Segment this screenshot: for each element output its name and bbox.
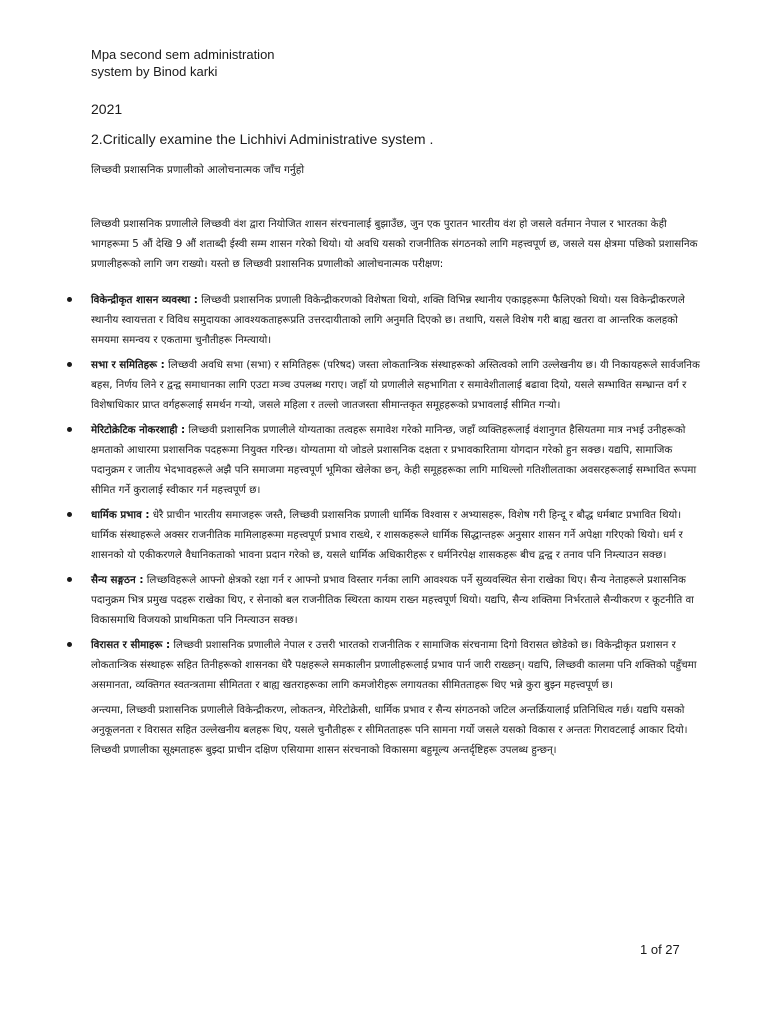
- bullet-heading: सैन्य सङ्गठन :: [91, 574, 144, 586]
- year: 2021: [91, 101, 123, 117]
- bullet-heading: मेरिटोक्रेटिक नोकरशाही :: [91, 424, 186, 436]
- conclusion-paragraph: अन्त्यमा, लिच्छवी प्रशासनिक प्रणालीले विकेन्द्रीकरण, लोकतन्त्र, मेरिटोक्रेसी, धार्मिक प्रभाव र सैन्य संगठनको जटिल अन्तर्क्रियालाई प्रतिनिधित्व गर्छ। यद्यपि यसको अनुकूलनता र विरासत सहित उल्लेखनीय बलहरू थिए, यसले चुनौतीहरू र सीमितताहरू पनि सामना गर्यो जसले यसको विकास र अन्ततः गिरावटलाई आकार दियो। लिच्छवी प्रणालीका सूक्ष्मताहरू बुझ्दा प्राचीन दक्षिण एसियामा शासन संरचनाको विकासमा बहुमूल्य अन्तर्दृष्टिहरू उपलब्ध हुन्छन्।: [91, 704, 688, 756]
- bullet-heading: विकेन्द्रीकृत शासन व्यवस्था :: [91, 294, 198, 306]
- header-line-1: Mpa second sem administration: [91, 47, 275, 62]
- bullet-text: लिच्छवी प्रशासनिक प्रणाली विकेन्द्रीकरणको विशेषता थियो, शक्ति विभिन्न स्थानीय एकाइहरूमा फैलिएको थियो। यस विकेन्द्रीकरणले स्थानीय स्वायत्तता र विविध समुदायका आवश्यकताहरूप्रति उत्तरदायीताको लागि अनुमति दिएको छ। तथापि, यसले विशेष गरी बाह्य खतरा वा आन्तरिक कलहको समयमा समन्वय र एकतामा चुनौतीहरू निम्त्यायो।: [91, 294, 685, 346]
- bullet-text: लिच्छवी प्रशासनिक प्रणालीले योग्यताका तत्वहरू समावेश गरेको मानिन्छ, जहाँ व्यक्तिहरूलाई वंशानुगत हैसियतमा मात्र नभई उनीहरूको क्षमताको आधारमा प्रशासनिक पदहरूमा नियुक्त गरिन्छ। योग्यतामा यो जोडले प्रशासनिक दक्षता र प्रभावकारितामा योगदान गरेको हुन सक्छ। यद्यपि, सामाजिक पदानुक्रम र जातीय भेदभावहरूले अझै पनि समाजमा महत्त्वपूर्ण भूमिका खेलेका छन्, केही समूहहरूका लागि माथिल्लो गतिशीलताका अवसरहरूलाई सम्भावित रूपमा सीमित गर्ने कुरालाई स्वीकार गर्न महत्त्वपूर्ण छ।: [91, 424, 697, 496]
- document-body: [91, 214, 707, 760]
- document-header: [91, 46, 275, 80]
- bullet-icon: [67, 427, 72, 432]
- question-title: 2.Critically examine the Lichhivi Administrative system .: [91, 131, 434, 147]
- bullet-heading: धार्मिक प्रभाव :: [91, 509, 150, 521]
- list-item: [91, 570, 707, 630]
- bullet-text: लिच्छवी अवधि सभा (सभा) र समितिहरू (परिषद) जस्ता लोकतान्त्रिक संस्थाहरूको अस्तित्वको लागि उल्लेखनीय छ। यी निकायहरूले सार्वजनिक बहस, निर्णय लिने र द्वन्द्व समाधानका लागि एउटा मञ्च उपलब्ध गराए। जहाँ यो प्रणालीले सहभागिता र समावेशीतालाई बढावा दियो, यसले सम्भावित सम्भ्रान्त वर्ग र विशेषाधिकार प्राप्त वर्गहरूलाई समर्थन गऱ्यो, जसले महिला र तल्लो जातजस्ता सीमान्तकृत समूहहरूको प्रभावलाई सीमित गऱ्यो।: [91, 359, 700, 411]
- list-item: [91, 635, 707, 695]
- question-subtitle-nepali: लिच्छवी प्रशासनिक प्रणालीको आलोचनात्मक जाँच गर्नुहो: [91, 164, 305, 176]
- bullet-icon: [67, 297, 72, 302]
- bullet-icon: [67, 362, 72, 367]
- bullet-icon: [67, 577, 72, 582]
- bullet-text: लिच्छवी प्रशासनिक प्रणालीले नेपाल र उत्तरी भारतको राजनीतिक र सामाजिक संरचनामा दिगो विरासत छोडेको छ। विकेन्द्रीकृत प्रशासन र लोकतान्त्रिक संस्थाहरू सहित तिनीहरूको शासनका धेरै पक्षहरूले समकालीन प्रणालीहरूलाई प्रभाव पार्न जारी राख्छन्। यद्यपि, लिच्छवी कालमा पनि शक्तिको पहुँचमा असमानता, व्यक्तिगत स्वतन्त्रतामा सीमितता र बाह्य खतराहरूका लागि कमजोरीहरू लगायतका सीमितताहरू थिए भन्ने कुरा बुझ्न महत्त्वपूर्ण छ।: [91, 639, 697, 691]
- bullet-icon: [67, 512, 72, 517]
- bullet-icon: [67, 642, 72, 647]
- bullet-list: [91, 290, 707, 695]
- bullet-text: लिच्छविहरूले आफ्नो क्षेत्रको रक्षा गर्न र आफ्नो प्रभाव विस्तार गर्नका लागि आवश्यक पर्ने सुव्यवस्थित सेना राखेका थिए। सैन्य नेताहरूले प्रशासनिक पदानुक्रम भित्र प्रमुख पदहरू राखेका थिए, र सेनाको बल राजनीतिक स्थिरता कायम राख्न महत्त्वपूर्ण थियो। यद्यपि, सैन्य शक्तिमा निर्भरताले सैन्यीकरण र कूटनीति वा विकासमाथि विजयको प्राथमिकता पनि निम्त्याउन सक्छ।: [91, 574, 694, 626]
- list-item: [91, 505, 707, 565]
- list-item: [91, 355, 707, 415]
- page-number: 1 of 27: [640, 942, 680, 957]
- bullet-text: धेरै प्राचीन भारतीय समाजहरू जस्तै, लिच्छवी प्रशासनिक प्रणाली धार्मिक विश्वास र अभ्यासहरू, विशेष गरी हिन्दू र बौद्ध धर्मबाट प्रभावित थियो। धार्मिक संस्थाहरूले अक्सर राजनीतिक मामिलाहरूमा महत्त्वपूर्ण प्रभाव राख्थे, र शासकहरूले धार्मिक सिद्धान्तहरू अनुसार शासन गर्ने अपेक्षा गरिएको थियो। धर्म र शासनको यो एकीकरणले वैधानिकताको भावना प्रदान गरेको छ, यसले धार्मिक अधिकारीहरू र धर्मनिरपेक्ष शासकहरू बीच द्वन्द्व र तनाव पनि निम्त्याउन सक्छ।: [91, 509, 683, 561]
- list-item: [91, 290, 707, 350]
- bullet-heading: विरासत र सीमाहरू :: [91, 639, 171, 651]
- bullet-heading: सभा र समितिहरू :: [91, 359, 165, 371]
- intro-paragraph: लिच्छवी प्रशासनिक प्रणालीले लिच्छवी वंश द्वारा नियोजित शासन संरचनालाई बुझाउँछ, जुन एक पुरातन भारतीय वंश हो जसले वर्तमान नेपाल र भारतका केही भागहरूमा 5 औं देखि 9 औं शताब्दी ईस्वी सम्म शासन गरेको थियो। यो अवधि यसको राजनीतिक संगठनको लागि महत्त्वपूर्ण छ, जसले यस क्षेत्रमा पछिको प्रशासनिक प्रणालीहरूको लागि जग राख्यो। यस्तो छ लिच्छवी प्रशासनिक प्रणालीको आलोचनात्मक परीक्षण:: [91, 218, 698, 270]
- header-line-2: system by Binod karki: [91, 64, 218, 79]
- list-item: [91, 420, 707, 500]
